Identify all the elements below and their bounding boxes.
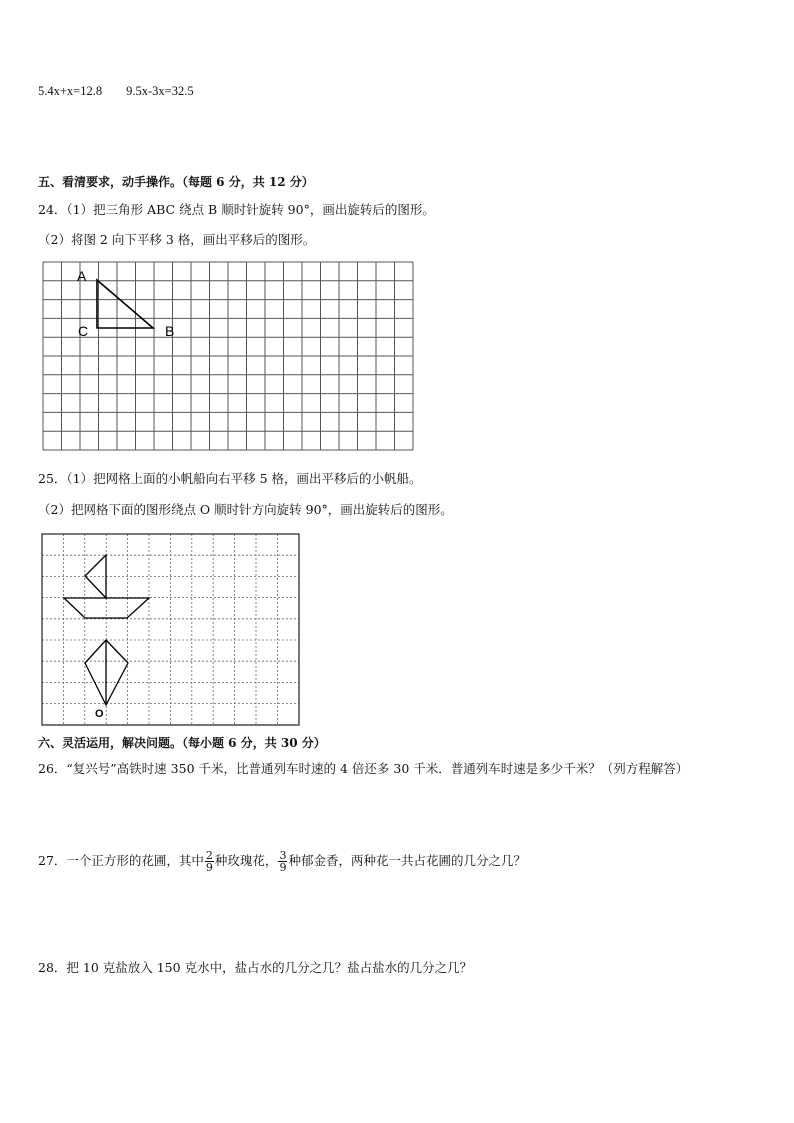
label-a: A: [77, 268, 87, 284]
equation-row: [38, 84, 194, 99]
question-27-mid: 种玫瑰花，: [214, 853, 278, 868]
question-24-part-1: 24．（1）把三角形 ABC 绕点 B 顺时针旋转 90°，画出旋转后的图形。: [38, 202, 435, 217]
label-o: O: [95, 708, 104, 720]
question-28: 28．把 10 克盐放入 150 克水中，盐占水的几分之几？盐占盐水的几分之几？: [38, 960, 473, 975]
triangle-abc: [97, 280, 153, 328]
label-c: C: [78, 323, 89, 339]
question-25-part-2: （2）把网格下面的图形绕点 O 顺时针方向旋转 90°，画出旋转后的图形。: [38, 502, 453, 517]
equation-1: 5.4x+x=12.8: [38, 84, 103, 98]
grid-1-triangle-figure: [40, 260, 416, 452]
grid-1-lines: [43, 262, 413, 450]
question-27: [38, 850, 526, 873]
fraction-3-9: $\frac{3}{9}$: [279, 849, 287, 874]
grid-2-lines: [42, 534, 299, 725]
label-b: B: [165, 323, 175, 339]
section-6-title: 六、灵活运用，解决问题。（每小题 6 分，共 30 分）: [38, 736, 326, 750]
question-26: 26．“复兴号”高铁时速 350 千米，比普通列车时速的 4 倍还多 30 千米．普通列车时速是多少千米？（列方程解答）: [38, 761, 689, 776]
fraction-2-9: $\frac{2}{9}$: [205, 849, 213, 874]
section-5-title: 五、看清要求，动手操作。（每题 6 分，共 12 分）: [38, 175, 314, 189]
question-25-part-1: 25．（1）把网格上面的小帆船向右平移 5 格，画出平移后的小帆船。: [38, 471, 422, 486]
grid-2-boat-figure: [40, 532, 302, 728]
question-24-part-2: （2）将图 2 向下平移 3 格，画出平移后的图形。: [38, 232, 316, 247]
question-27-suffix: 种郁金香，两种花一共占花圃的几分之几？: [288, 853, 526, 868]
equation-2: 9.5x-3x=32.5: [126, 84, 194, 98]
question-27-prefix: 27．一个正方形的花圃，其中: [38, 853, 204, 868]
